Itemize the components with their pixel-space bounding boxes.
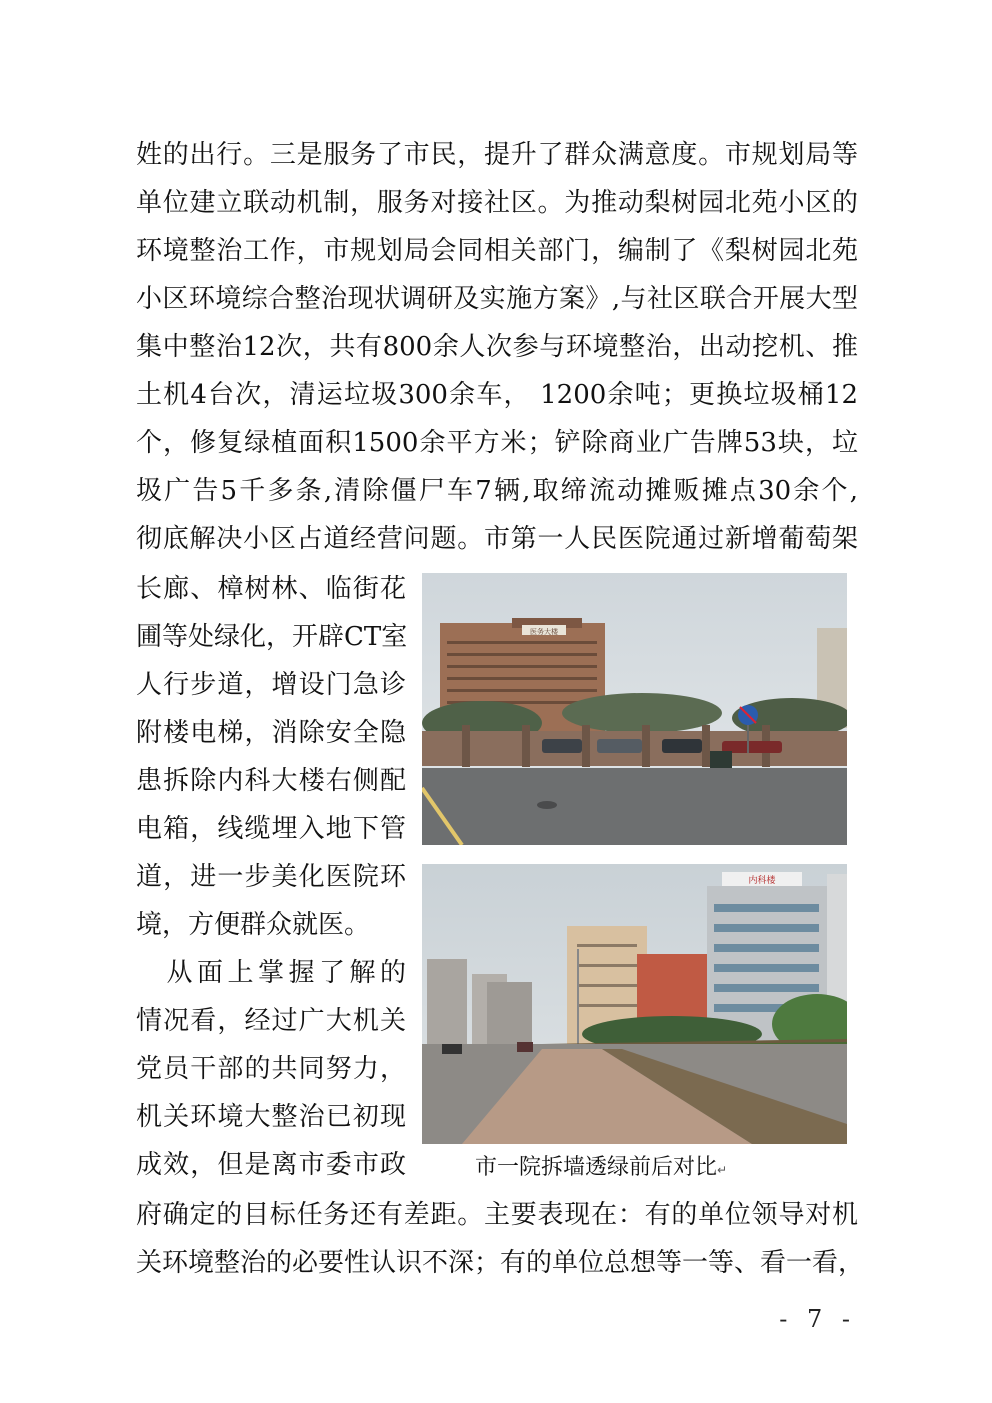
body-line-3: 环境整治工作，市规划局会同相关部门，编制了《梨树园北苑 xyxy=(136,236,858,266)
photo-caption xyxy=(475,1153,727,1185)
bottom-line-1: 府确定的目标任务还有差距。主要表现在：有的单位领导对机 xyxy=(136,1200,858,1230)
building-sign-after: 内科楼 xyxy=(748,876,776,886)
paragraph-mark-icon: ↵ xyxy=(717,1163,728,1177)
side-line-13: 成效，但是离市委市政 xyxy=(136,1150,406,1180)
building-sign-before: 医务大楼 xyxy=(530,628,558,636)
side-line-1: 长廊、樟树林、临街花 xyxy=(136,574,406,604)
side-line-11: 党员干部的共同努力， xyxy=(136,1054,406,1084)
side-line-10: 情况看，经过广大机关 xyxy=(136,1006,406,1036)
body-line-1: 姓的出行。三是服务了市民，提升了群众满意度。市规划局等 xyxy=(136,140,858,170)
body-line-4: 小区环境综合整治现状调研及实施方案》,与社区联合开展大型 xyxy=(136,284,858,314)
body-line-7: 个，修复绿植面积1500余平方米；铲除商业广告牌53块，垃 xyxy=(136,428,858,458)
side-line-8: 境，方便群众就医。 xyxy=(136,910,371,940)
side-line-4: 附楼电梯，消除安全隐 xyxy=(136,718,406,748)
side-line-9: 从面上掌握了解的 xyxy=(136,958,406,988)
side-line-5: 患拆除内科大楼右侧配 xyxy=(136,766,406,796)
side-line-7: 道，进一步美化医院环 xyxy=(136,862,406,892)
side-line-2: 圃等处绿化，开辟CT室 xyxy=(136,622,408,652)
side-line-12: 机关环境大整治已初现 xyxy=(136,1102,406,1132)
side-line-6: 电箱，线缆埋入地下管 xyxy=(136,814,406,844)
body-line-5: 集中整治12次，共有800余人次参与环境整治，出动挖机、推 xyxy=(136,332,858,362)
body-line-8: 圾广告5千多条,清除僵尸车7辆,取缔流动摊贩摊点30余个, xyxy=(136,476,858,506)
side-line-3: 人行步道，增设门急诊 xyxy=(136,670,406,700)
bottom-line-2: 关环境整治的必要性认识不深；有的单位总想等一等、看一看， xyxy=(136,1248,865,1278)
photo-caption-text: 市一院拆墙透绿前后对比 xyxy=(475,1155,718,1180)
body-line-2: 单位建立联动机制，服务对接社区。为推动梨树园北苑小区的 xyxy=(136,188,858,218)
hospital-before-photo xyxy=(422,573,847,845)
hospital-after-photo xyxy=(422,864,847,1144)
body-line-6: 土机4台次，清运垃圾300余车， 1200余吨；更换垃圾桶12 xyxy=(136,380,858,410)
page-number: - 7 - xyxy=(779,1305,856,1333)
body-line-9: 彻底解决小区占道经营问题。市第一人民医院通过新增葡萄架 xyxy=(136,524,858,554)
